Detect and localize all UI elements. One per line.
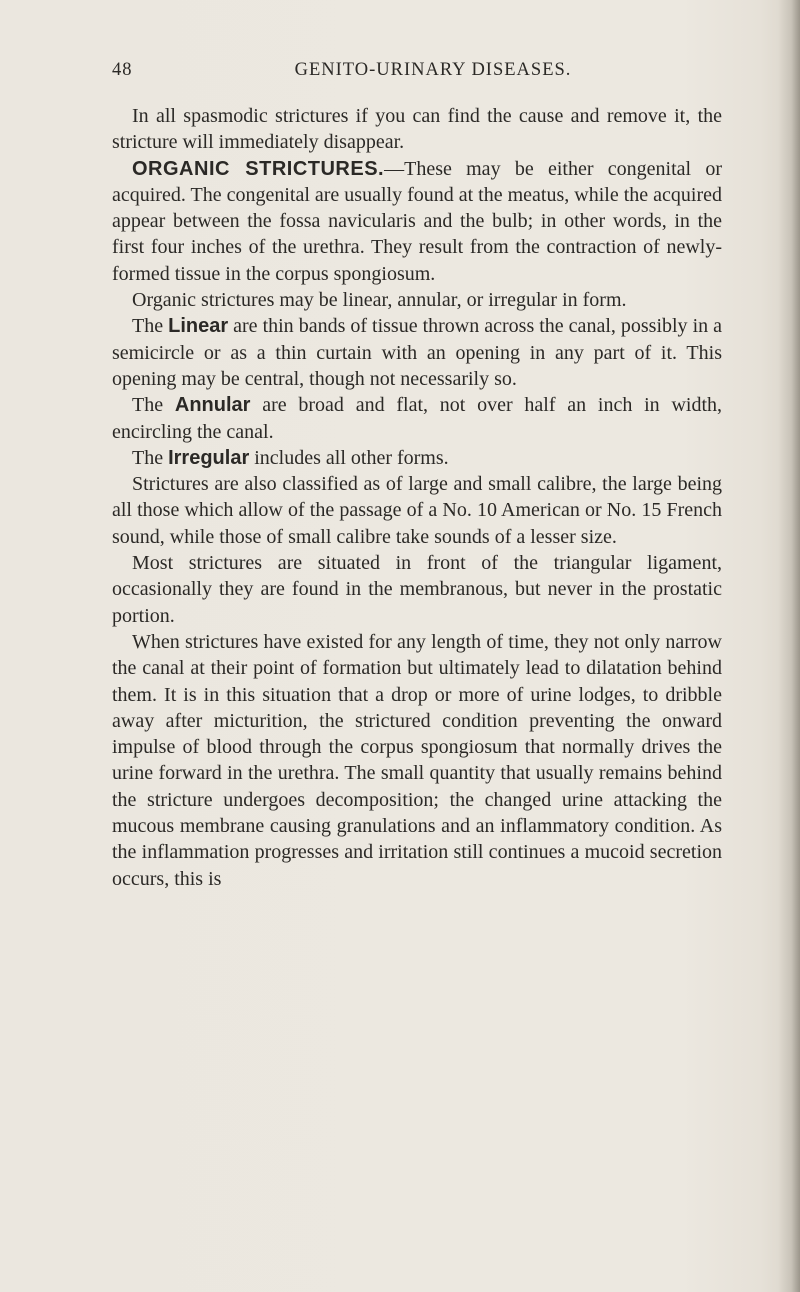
paragraph: Strictures are also classified as of large and small calibre, the large being all those which allow of the passage of a No. 10 American or No. 15 French sound, while those of small calibre take sounds of a lesser size.: [112, 473, 722, 548]
paragraph: Most strictures are situated in front of the triangular ligament, occasionally they are found in the membranous, but never in the prostatic portion.: [112, 552, 722, 627]
paragraph-annular: The Annular are broad and flat, not over half an inch in width, encircling the canal.: [112, 394, 723, 443]
paragraph: When strictures have existed for any length of time, they not only narrow the canal at their point of formation but ultimately lead to dilatation behind them. It is in this situation that a drop or more of urine lodges, to dribble away after micturition, the strictured condition preventing the onward impulse of blood through the corpus spongiosum that normally drives the urine forward in the urethra. The small quantity that usually remains behind the stricture undergoes decomposition; the changed urine attacking the mucous membrane causing granulations and an inflammatory condition. As the inflammation progresses and irritation still continues a mucoid secretion occurs, this is: [112, 630, 722, 890]
term-linear: Linear: [168, 315, 229, 338]
term-irregular: Irregular: [168, 446, 250, 469]
running-head: GENITO-URINARY DISEASES.: [294, 60, 572, 80]
paragraph-irregular: The Irregular includes all other forms.: [132, 446, 449, 469]
section-heading: ORGANIC STRICTURES.: [132, 157, 385, 180]
paragraph-linear: The Linear are thin bands of tissue thrown across the canal, possibly in a semicircle or as a thin curtain with an opening in any part of it. This opening may be central, though not necessarily so.: [112, 315, 723, 390]
page-header: [112, 60, 734, 90]
page-edge-shadow: [778, 0, 800, 1292]
paragraph: Organic strictures may be linear, annular, or irregular in form.: [132, 289, 627, 312]
page-number: 48: [112, 60, 133, 80]
paragraph-organic-strictures: ORGANIC STRICTURES.—These may be either congenital or acquired. The congenital are usually found at the meatus, while the acquired appear between the fossa navicularis and the bulb; in other words, in the first four inches of the urethra. They result from the contraction of newly-formed tissue in the corpus spongiosum.: [112, 157, 722, 285]
paragraph: In all spasmodic strictures if you can find the cause and remove it, the stricture will immediately disappear.: [112, 105, 722, 154]
body-text: [112, 103, 722, 892]
term-annular: Annular: [174, 394, 251, 417]
